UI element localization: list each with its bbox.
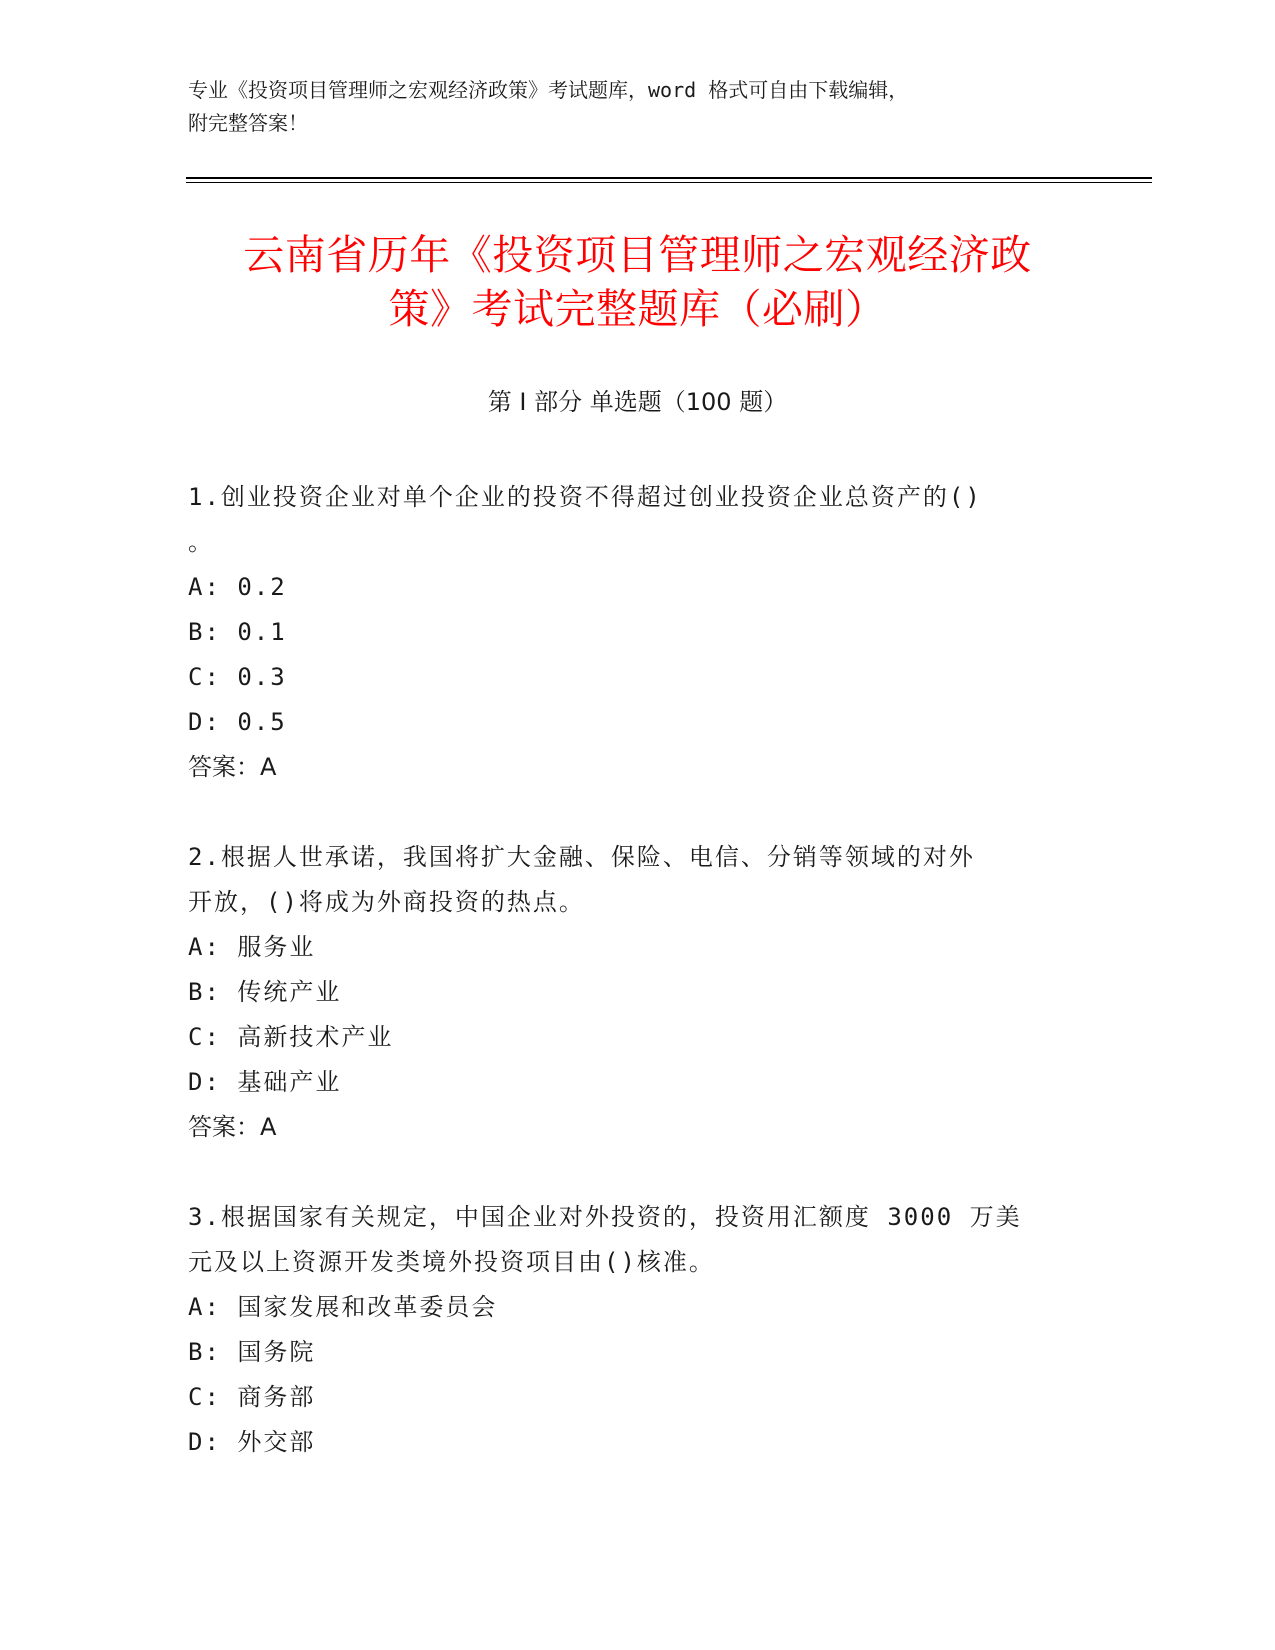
option-b: B: 国务院 <box>188 1338 316 1366</box>
option-d: D: 外交部 <box>188 1428 316 1456</box>
question-text-line2: 开放，()将成为外商投资的热点。 <box>188 888 585 916</box>
option-c: C: 商务部 <box>188 1383 316 1411</box>
answer: 答案：A <box>188 753 277 781</box>
document-title <box>150 228 1125 336</box>
document-title-line2: 策》考试完整题库（必刷） <box>388 285 887 333</box>
option-c: C: 高新技术产业 <box>188 1023 394 1051</box>
option-a: A: 服务业 <box>188 933 316 961</box>
question-text <box>188 475 1088 565</box>
header-divider-thick <box>186 177 1152 179</box>
question-list <box>188 475 1088 1465</box>
question-text-line2: 元及以上资源开发类境外投资项目由()核准。 <box>188 1248 715 1276</box>
question-1 <box>188 475 1088 790</box>
question-text <box>188 835 1088 925</box>
question-text-line1: 3.根据国家有关规定，中国企业对外投资的，投资用汇额度 3000 万美 <box>188 1203 1022 1231</box>
option-a: A: 0.2 <box>188 573 287 601</box>
option-b: B: 传统产业 <box>188 978 342 1006</box>
question-text-line1: 2.根据人世承诺，我国将扩大金融、保险、电信、分销等领域的对外 <box>188 843 975 871</box>
question-text-line1: 1.创业投资企业对单个企业的投资不得超过创业投资企业总资产的() <box>188 483 982 511</box>
question-3 <box>188 1195 1088 1465</box>
option-b: B: 0.1 <box>188 618 287 646</box>
option-d: D: 基础产业 <box>188 1068 342 1096</box>
question-spacer <box>188 790 1088 835</box>
option-d: D: 0.5 <box>188 708 287 736</box>
section-heading: 第 I 部分 单选题（100 题） <box>487 388 788 416</box>
question-text <box>188 1195 1088 1285</box>
question-text-line2: 。 <box>188 528 214 556</box>
option-a: A: 国家发展和改革委员会 <box>188 1293 498 1321</box>
header-note <box>188 74 1088 140</box>
question-spacer <box>188 1150 1088 1195</box>
header-note-line1: 专业《投资项目管理师之宏观经济政策》考试题库，word 格式可自由下载编辑， <box>188 78 909 102</box>
header-note-line2: 附完整答案！ <box>188 111 308 135</box>
answer: 答案：A <box>188 1113 277 1141</box>
header-divider-thin <box>186 182 1152 183</box>
question-2 <box>188 835 1088 1150</box>
option-c: C: 0.3 <box>188 663 287 691</box>
document-title-line1: 云南省历年《投资项目管理师之宏观经济政 <box>243 231 1032 279</box>
